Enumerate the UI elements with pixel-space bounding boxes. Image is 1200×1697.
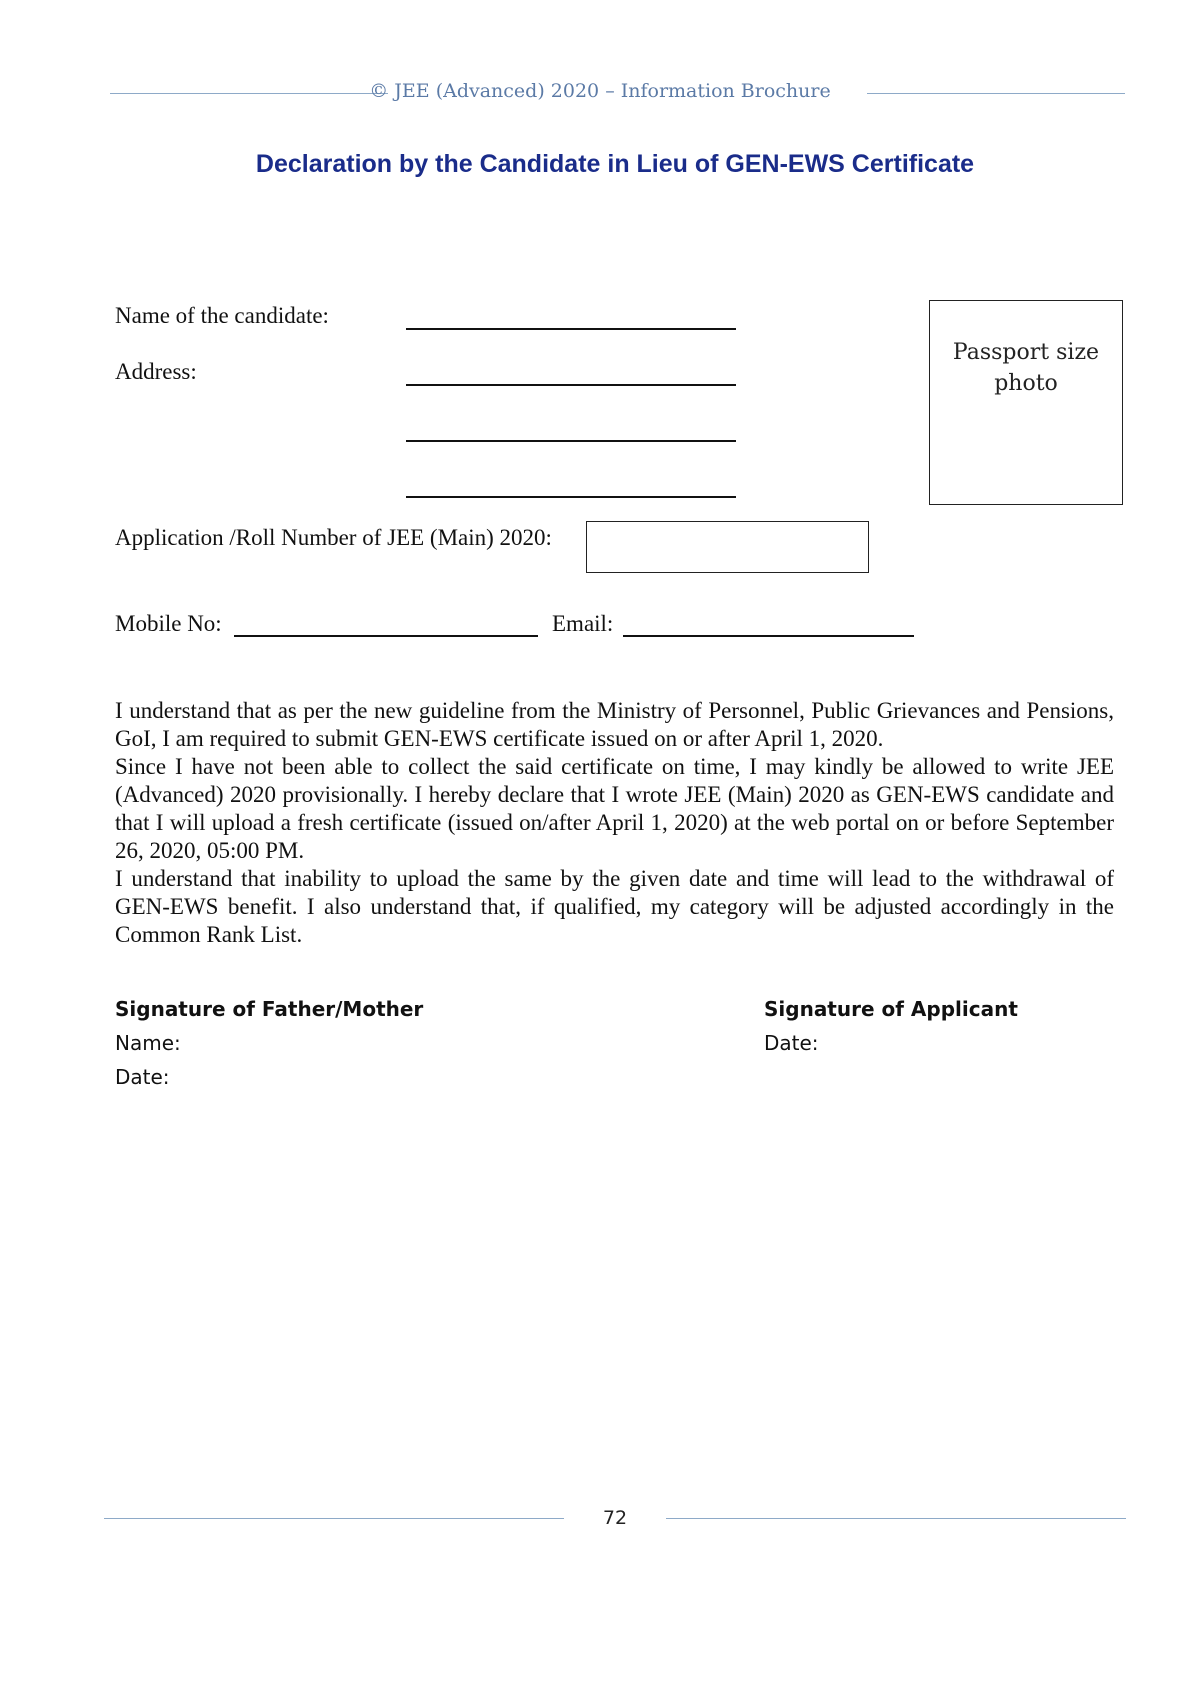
- parent-name-label: Name:: [115, 1031, 181, 1055]
- address-label: Address:: [115, 359, 197, 384]
- footer-rule-right: [666, 1518, 1126, 1519]
- applicant-signature-heading: Signature of Applicant: [764, 997, 1018, 1021]
- name-field[interactable]: [406, 328, 736, 330]
- address-field-line-1[interactable]: [406, 384, 736, 386]
- parent-date-label: Date:: [115, 1065, 170, 1089]
- parent-signature-heading: Signature of Father/Mother: [115, 997, 424, 1021]
- photo-label-line-1: Passport size: [952, 340, 1100, 365]
- applicant-date-label: Date:: [764, 1031, 819, 1055]
- email-label: Email:: [552, 611, 614, 636]
- page-title: Declaration by the Candidate in Lieu of GEN-EWS Certificate: [255, 150, 975, 178]
- header-rule-right: [867, 93, 1125, 94]
- name-label: Name of the candidate:: [115, 303, 329, 328]
- parent-signature-block: [115, 992, 423, 1094]
- applicant-signature-block: [764, 992, 1018, 1060]
- declaration-paragraph-3: I understand that inability to upload the same by the given date and time will lead to the withdrawal of GEN-EWS benefit. I also understand that, if qualified, my category will be adjusted accordingly in the Common Rank List.: [115, 866, 1114, 947]
- photo-label: [930, 337, 1122, 399]
- page-number: 72: [602, 1507, 628, 1529]
- roll-number-label: Application /Roll Number of JEE (Main) 2020:: [115, 525, 552, 550]
- mobile-field[interactable]: [234, 635, 538, 637]
- declaration-text: [115, 697, 1114, 949]
- photo-label-line-2: photo: [994, 371, 1058, 396]
- header-text: © JEE (Advanced) 2020 – Information Brochure: [369, 80, 831, 102]
- address-field-line-3[interactable]: [406, 496, 736, 498]
- declaration-paragraph-2: Since I have not been able to collect the said certificate on time, I may kindly be allowed to write JEE (Advanced) 2020 provisionally. I hereby declare that I wrote JEE (Main) 2020 as GEN-EWS candidate and that I will upload a fresh certificate (issued on/after April 1, 2020) at the web portal on or before September 26, 2020, 05:00 PM.: [115, 754, 1114, 863]
- email-field[interactable]: [623, 635, 914, 637]
- declaration-paragraph-1: I understand that as per the new guideline from the Ministry of Personnel, Public Grievances and Pensions, GoI, I am required to submit GEN-EWS certificate issued on or after April 1, 2020.: [115, 698, 1114, 751]
- roll-number-field[interactable]: [586, 521, 869, 573]
- mobile-label: Mobile No:: [115, 611, 222, 636]
- address-field-line-2[interactable]: [406, 440, 736, 442]
- passport-photo-box: [929, 300, 1123, 505]
